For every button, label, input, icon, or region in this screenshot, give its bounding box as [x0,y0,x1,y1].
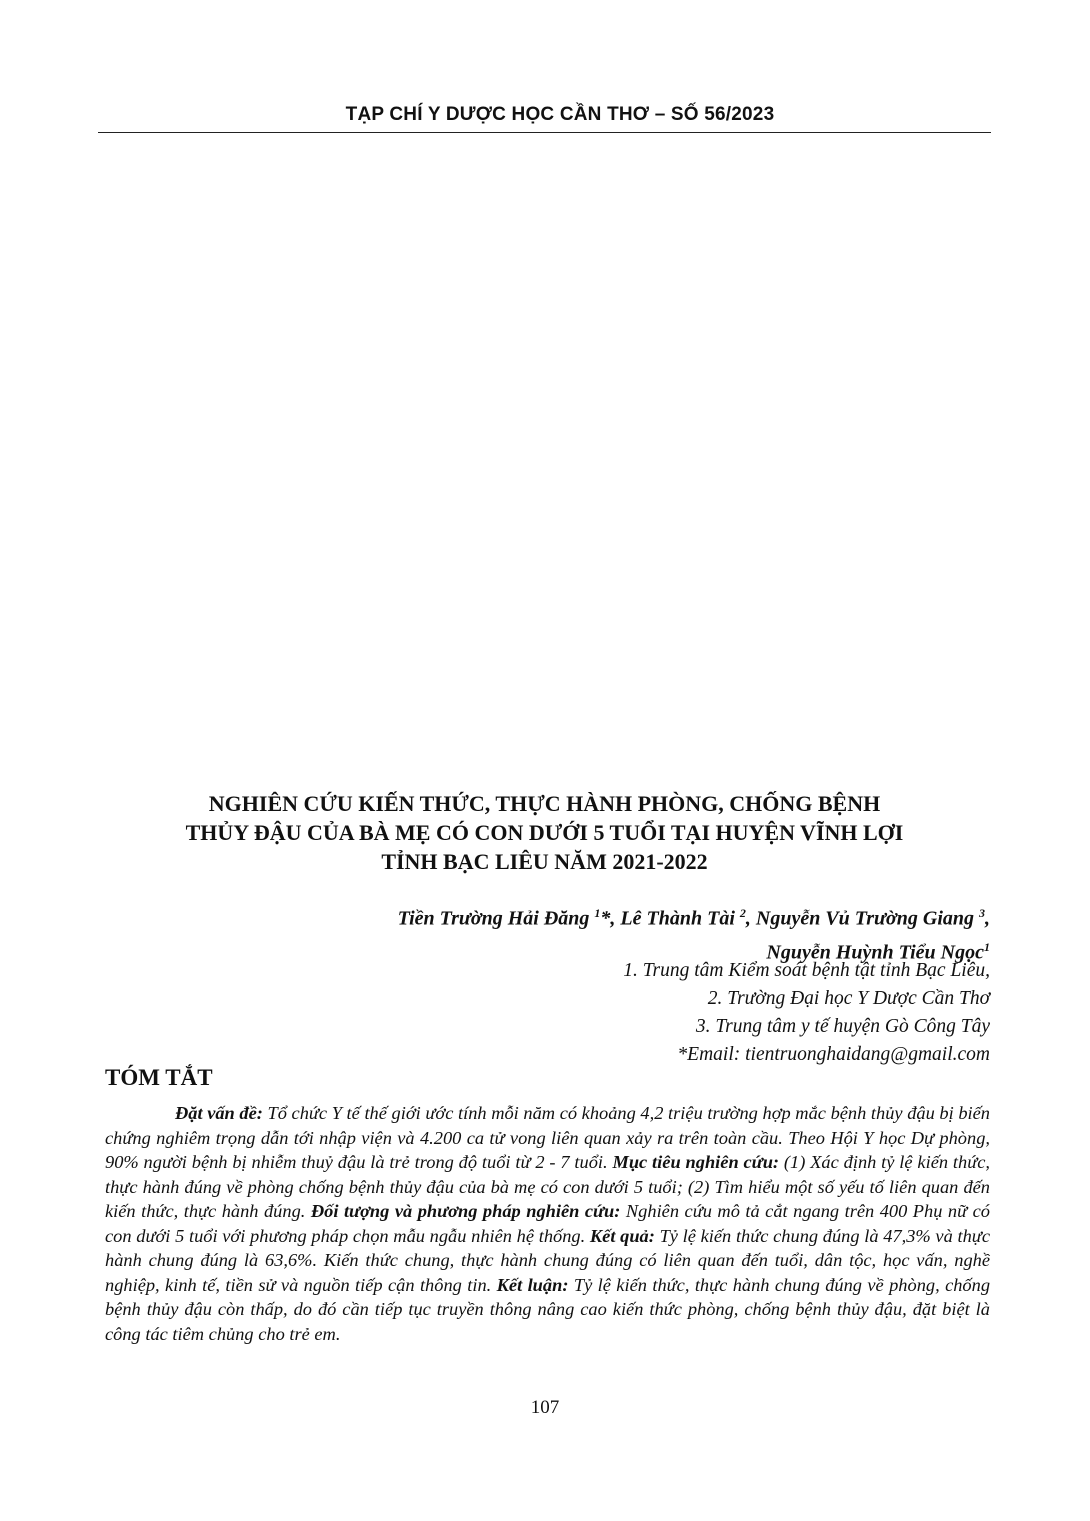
affiliation-item: 2. Trường Đại học Y Dược Cần Thơ [707,988,990,1009]
abstract-label-methods: Đối tượng và phương pháp nghiên cứu: [310,1201,621,1221]
paper-title [98,789,991,876]
author-name: Lê Thành Tài [620,907,740,930]
abstract-label-results: Kết quả: [589,1225,655,1246]
author-separator: , [745,907,756,930]
abstract-label-conclusion: Kết luận: [496,1274,569,1295]
author-affiliation-mark: 1 [984,939,990,954]
abstract-label-background: Đặt vấn đề: [175,1103,263,1123]
author-name: Nguyễn Huỳnh Tiểu Ngọc [766,941,984,964]
title-line: NGHIÊN CỨU KIẾN THỨC, THỰC HÀNH PHÒNG, CHỐNG BỆNH [208,791,881,816]
abstract-heading: TÓM TẮT [105,1065,213,1090]
author-line-1 [190,899,990,933]
author-separator: *, [600,907,621,930]
abstract-text-objectives: (1) Xác định tỷ lệ kiến thức, thực hành đúng về phòng chống bệnh thủy đậu của bà mẹ có con dưới 5 tuổi; (2) Tìm hiểu một số yếu tố liên quan đến kiến thức, thực hành đúng. [105,1152,990,1221]
abstract-text-background: Tổ chức Y tế thế giới ước tính mỗi năm có khoảng 4,2 triệu trường hợp mắc bệnh thủy đậu bị biến chứng nghiêm trọng dẫn tới nhập viện và 4.200 ca tử vong liên quan xảy ra trên toàn cầu. Theo Hội Y học Dự phòng, 90% người bệnh bị nhiễm thuỷ đậu là trẻ trong độ tuổi từ 2 - 7 tuổi. [105,1103,990,1172]
page-number: 107 [530,1397,560,1418]
author-name: Nguyễn Vủ Trường Giang [755,907,979,930]
author-affiliation-mark: 3 [979,906,985,920]
abstract-label-objectives: Mục tiêu nghiên cứu: [612,1152,780,1172]
title-line: THỦY ĐẬU CỦA BÀ MẸ CÓ CON DƯỚI 5 TUỔI TẠI HUYỆN VĨNH LỢI [185,820,904,845]
abstract-text-conclusion: Tỷ lệ kiến thức, thực hành chung đúng về phòng, chống bệnh thủy đậu còn thấp, do đó cần tiếp tục truyền thông nâng cao kiến thức phòng, chống bệnh thủy đậu, đặt biệt là công tác tiêm chủng cho trẻ em. [105,1274,991,1344]
author-name: Tiền Trường Hải Đăng [397,907,595,930]
affiliation-list [190,957,990,1069]
author-affiliation-mark: 2 [739,906,746,920]
journal-header: TẠP CHÍ Y DƯỢC HỌC CẦN THƠ – SỐ 56/2023 [345,104,775,125]
abstract-text-results: Tỷ lệ kiến thức chung đúng là 47,3% và thực hành chung đúng là 63,6%. Kiến thức chung, thực hành chung đúng có liên quan đến tuổi, dân tộc, học vấn, nghề nghiệp, kinh tế, tiền sử và nguồn tiếp cận thông tin. [105,1225,990,1295]
contact-email[interactable]: *Email: tientruonghaidang@gmail.com [677,1044,990,1065]
affiliation-item: 3. Trung tâm y tế huyện Gò Công Tây [695,1016,990,1037]
author-separator: , [985,907,990,930]
abstract-body [105,1101,990,1346]
author-affiliation-mark: 1 [594,906,601,920]
abstract-text-methods: Nghiên cứu mô tả cắt ngang trên 400 Phụ nữ có con dưới 5 tuổi với phương pháp chọn mẫu ngẫu nhiên hệ thống. [105,1201,991,1246]
header-divider [98,132,991,133]
title-line: TỈNH BẠC LIÊU NĂM 2021-2022 [381,849,708,874]
affiliation-item: 1. Trung tâm Kiểm soát bệnh tật tỉnh Bạc Liêu, [623,960,990,981]
